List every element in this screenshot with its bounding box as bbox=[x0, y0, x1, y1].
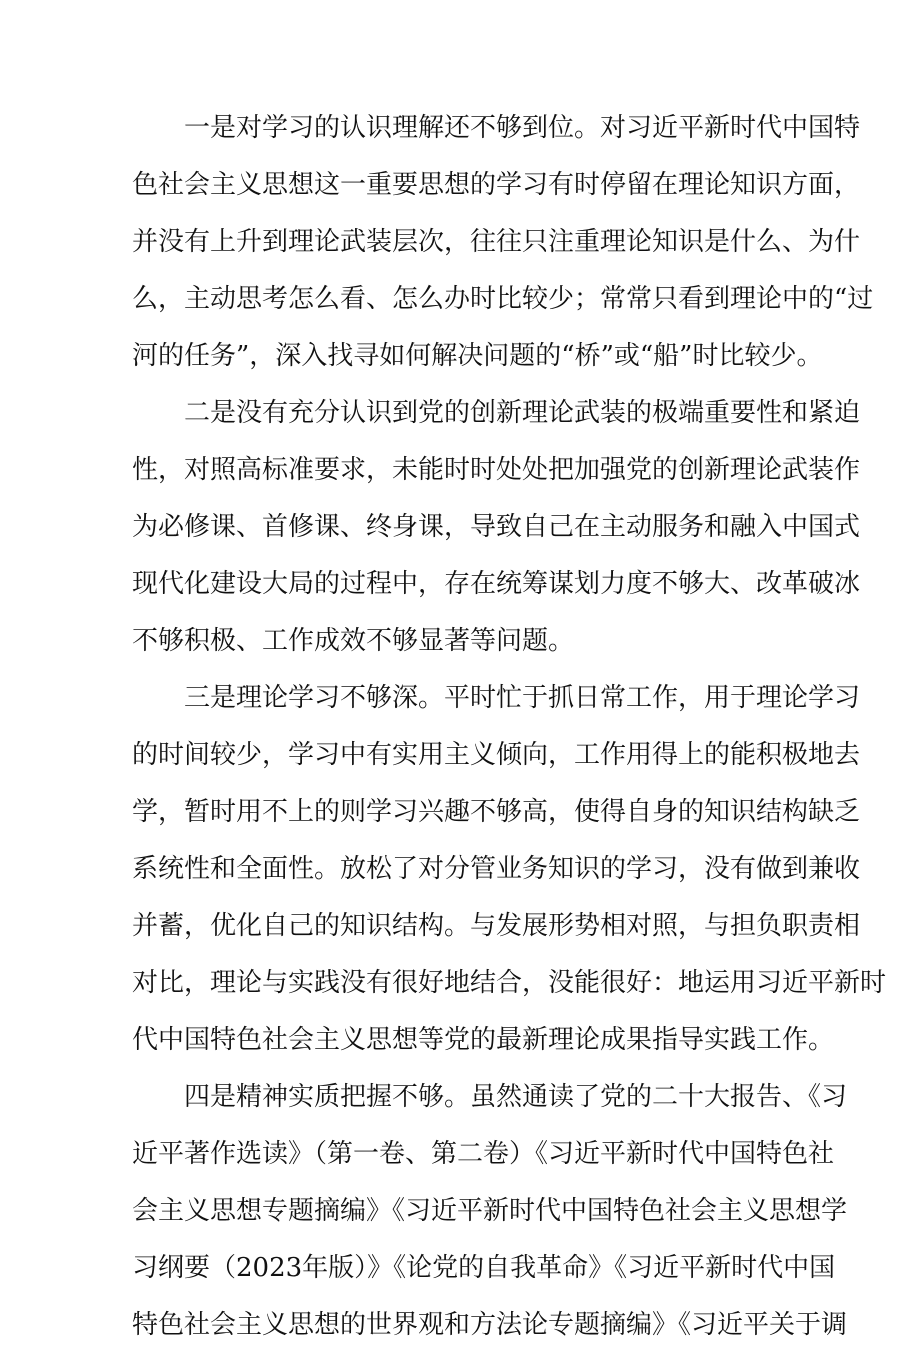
paragraph-line: 并没有上升到理论武装层次，往往只注重理论知识是什么、为什 bbox=[132, 227, 861, 257]
paragraph-line: 一是对学习的认识理解还不够到位。对习近平新时代中国特 bbox=[184, 113, 861, 143]
paragraph-line: 三是理论学习不够深。平时忙于抓日常工作，用于理论学习 bbox=[184, 683, 861, 713]
paragraph-line: 并蓄，优化自己的知识结构。与发展形势相对照，与担负职责相 bbox=[132, 911, 861, 941]
paragraph-line: 会主义思想专题摘编》《习近平新时代中国特色社会主义思想学 bbox=[132, 1196, 848, 1226]
paragraph-line: 对比，理论与实践没有很好地结合，没能很好：地运用习近平新时 bbox=[132, 968, 887, 998]
paragraph-line: 么，主动思考怎么看、怎么办时比较少；常常只看到理论中的“过 bbox=[132, 284, 874, 314]
paragraph-line: 的时间较少，学习中有实用主义倾向，工作用得上的能积极地去 bbox=[132, 740, 861, 770]
paragraph-line: 习纲要（2023年版）》《论党的自我革命》《习近平新时代中国 bbox=[132, 1253, 836, 1283]
paragraph-line: 为必修课、首修课、终身课，导致自己在主动服务和融入中国式 bbox=[132, 512, 861, 542]
paragraph-line: 系统性和全面性。放松了对分管业务知识的学习，没有做到兼收 bbox=[132, 854, 861, 884]
paragraph-line: 代中国特色社会主义思想等党的最新理论成果指导实践工作。 bbox=[132, 1025, 835, 1055]
paragraph-line: 二是没有充分认识到党的创新理论武装的极端重要性和紧迫 bbox=[184, 398, 861, 428]
paragraph-line: 近平著作选读》（第一卷、第二卷）《习近平新时代中国特色社 bbox=[132, 1139, 835, 1169]
paragraph-2 bbox=[132, 385, 861, 670]
paragraph-line: 性，对照高标准要求，未能时时处处把加强党的创新理论武装作 bbox=[132, 455, 861, 485]
paragraph-line: 河的任务”，深入找寻如何解决问题的“桥”或“船”时比较少。 bbox=[132, 341, 823, 371]
paragraph-line: 特色社会主义思想的世界观和方法论专题摘编》《习近平关于调 bbox=[132, 1310, 848, 1340]
paragraph-line: 不够积极、工作成效不够显著等问题。 bbox=[132, 626, 575, 656]
paragraph-line: 学，暂时用不上的则学习兴趣不够高，使得自身的知识结构缺乏 bbox=[132, 797, 861, 827]
paragraph-1 bbox=[132, 100, 874, 385]
paragraph-line: 四是精神实质把握不够。虽然通读了党的二十大报告、《习 bbox=[184, 1082, 848, 1112]
document-body bbox=[132, 100, 887, 1354]
paragraph-line: 现代化建设大局的过程中，存在统筹谋划力度不够大、改革破冰 bbox=[132, 569, 861, 599]
paragraph-3 bbox=[132, 670, 887, 1069]
paragraph-line: 色社会主义思想这一重要思想的学习有时停留在理论知识方面， bbox=[132, 170, 861, 200]
paragraph-4 bbox=[132, 1069, 848, 1354]
